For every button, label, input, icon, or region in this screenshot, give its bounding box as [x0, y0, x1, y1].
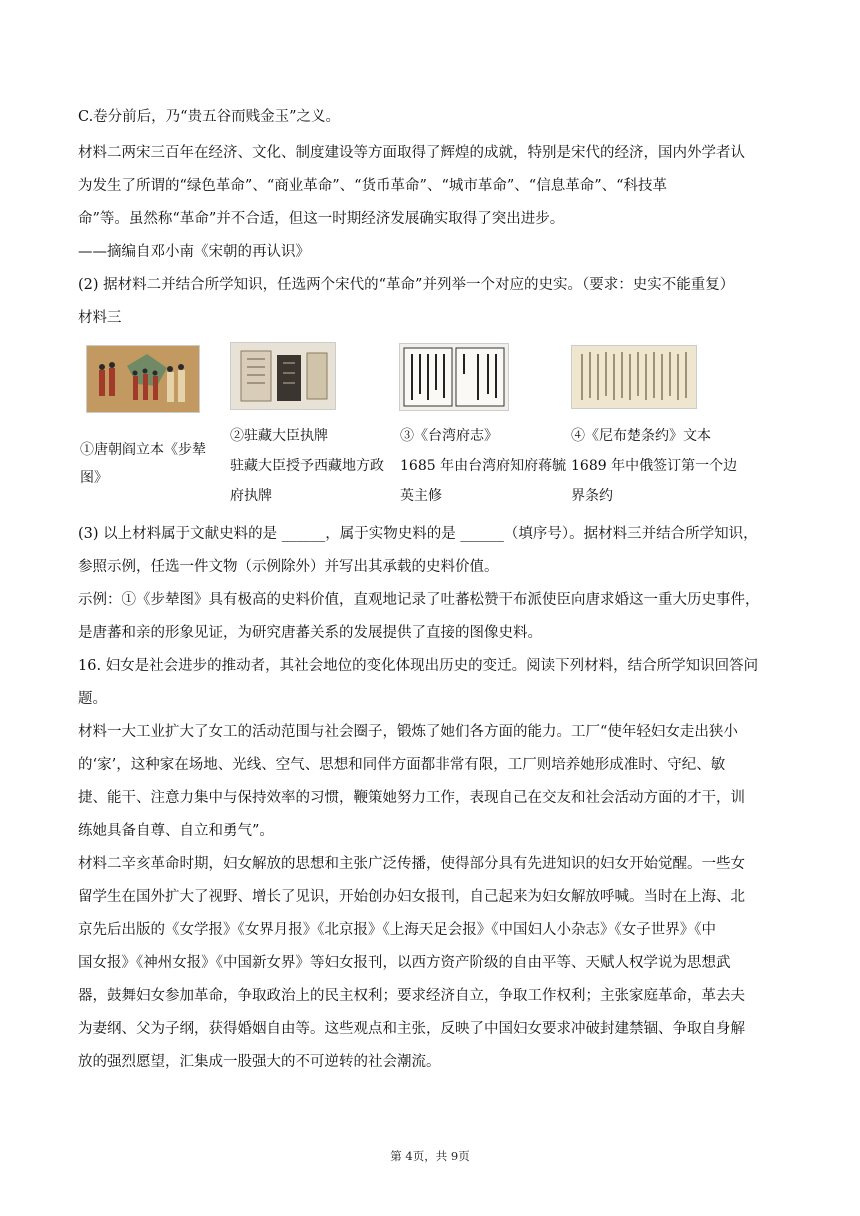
caption-2-desc-cont: 府执牌: [230, 488, 272, 504]
caption-2-title: ②驻藏大臣执牌: [230, 428, 328, 444]
caption-1-title: ①唐朝阎立本《步辇: [80, 442, 206, 458]
text-line: 京先后出版的《女学报》《女界月报》《北京报》《上海天足会报》《中国妇人小杂志》《女子世界》《中: [78, 922, 716, 938]
citation: ——摘编自邓小南《宋朝的再认识》: [78, 244, 310, 260]
text-line: 为发生了所谓的“绿色革命”、“商业革命”、“货币革命”、“城市革命”、“信息革命”、“科技革: [78, 178, 668, 194]
zhuzang-plaque-image: [230, 342, 336, 410]
question-2: (2) 据材料二并结合所学知识，任选两个宋代的“革命”并列举一个对应的史实。（要求：史实不能重复）: [78, 277, 735, 293]
text-line: 为妻纲、父为子纲，获得婚姻自由等。这些观点和主张，反映了中国妇女要求冲破封建禁锢、争取自身解: [78, 1021, 745, 1037]
caption-3-desc-cont: 英主修: [400, 488, 442, 504]
caption-3-title: ③《台湾府志》: [400, 428, 498, 444]
text-line: 命”等。虽然称“革命”并不合适，但这一时期经济发展确实取得了突出进步。: [78, 211, 565, 227]
caption-1-title-cont: 图》: [80, 470, 108, 486]
text-line: 放的强烈愿望，汇集成一股强大的不可逆转的社会潮流。: [78, 1054, 441, 1070]
text-line: 器，鼓舞妇女参加革命，争取政治上的民主权利；要求经济自立，争取工作权利；主张家庭革命，革去夫: [78, 988, 745, 1004]
text-line: 材料一大工业扩大了女工的活动范围与社会圈子，锻炼了她们各方面的能力。工厂“使年轻妇女走出狭小: [78, 724, 738, 740]
text-line: 捷、能干、注意力集中与保持效率的习惯，鞭策她努力工作，表现自己在交友和社会活动方面的才干，训: [78, 790, 745, 806]
bunian-tu-painting-image: [86, 345, 200, 413]
text-line: 材料二辛亥革命时期，妇女解放的思想和主张广泛传播，使得部分具有先进知识的妇女开始觉醒。一些女: [78, 856, 745, 872]
nerchinsk-treaty-image: [571, 345, 697, 409]
caption-4-desc-cont: 界条约: [571, 488, 613, 504]
caption-4-title: ④《尼布楚条约》文本: [571, 428, 711, 444]
text-line: 题。: [78, 691, 107, 707]
question-3: (3) 以上材料属于文献史料的是 ______，属于实物史料的是 ______（填序号）。据材料三并结合所学知识，: [78, 526, 758, 542]
text-line: C.卷分前后，乃“贵五谷而贱金玉”之义。: [78, 109, 341, 125]
text-line: 的‘家’，这种家在场地、光线、空气、思想和同伴方面都非常有限，工厂则培养她形成准时、守纪、敏: [78, 757, 726, 773]
text-line: 练她具备自尊、自立和勇气”。: [78, 823, 274, 839]
caption-2-desc: 驻藏大臣授予西藏地方政: [230, 458, 384, 474]
material-3-heading: 材料三: [78, 310, 122, 326]
text-line: 参照示例，任选一件文物（示例除外）并写出其承载的史料价值。: [78, 559, 499, 575]
text-line: 国女报》《神州女报》《中国新女界》等妇女报刊，以西方资产阶级的自由平等、天赋人权学说为思想武: [78, 955, 731, 971]
text-line: 留学生在国外扩大了视野、增长了见识，开始创办妇女报刊，自己起来为妇女解放呼喊。当时在上海、北: [78, 889, 745, 905]
question-16: 16. 妇女是社会进步的推动者，其社会地位的变化体现出历史的变迁。阅读下列材料，结合所学知识回答问: [78, 658, 759, 674]
caption-3-desc: 1685 年由台湾府知府蒋毓: [400, 458, 567, 474]
text-line: 是唐蕃和亲的形象见证，为研究唐蕃关系的发展提供了直接的图像史料。: [78, 625, 542, 641]
page-footer: 第 4页，共 9页: [390, 1149, 470, 1163]
caption-4-desc: 1689 年中俄签订第一个边: [571, 458, 738, 474]
text-line: 材料二两宋三百年在经济、文化、制度建设等方面取得了辉煌的成就，特别是宋代的经济，国内外学者认: [78, 145, 745, 161]
taiwan-fuzhi-book-image: [399, 343, 509, 411]
example-text: 示例：①《步辇图》具有极高的史料价值，直观地记录了吐蕃松赞干布派使臣向唐求婚这一重大历史事件，: [78, 592, 760, 608]
